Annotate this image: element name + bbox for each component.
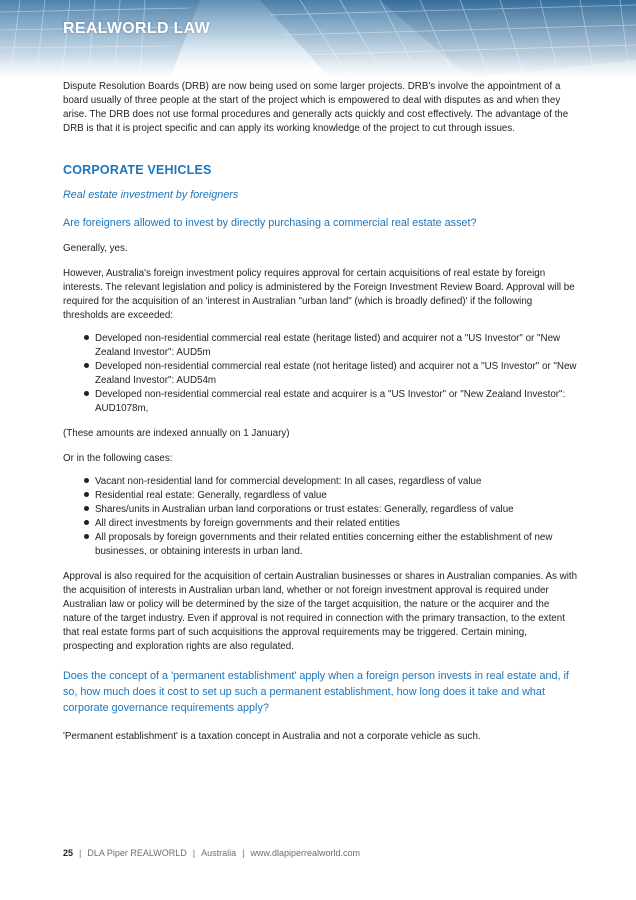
intro-paragraph: Dispute Resolution Boards (DRB) are now being used on some larger projects. DRB's involve the appointment of a board usually of three people at the start of the project which is empowered to deal with disputes as and when they arise. The DRB does not use formal procedures and generally acts quickly and cost effectively. The advantage of the DRB is that it is project specific and can apply its working knowledge of the project to cut through issues. <box>63 81 569 134</box>
list-item: Developed non-residential commercial real estate (not heritage listed) and acquirer not a "US Investor" or "New Zealand Investor": AUD54m <box>63 360 579 388</box>
footer-publisher: DLA Piper REALWORLD <box>87 848 187 858</box>
list-item: All proposals by foreign governments and their related entities concerning either the establishment of new businesses, or obtaining interests in urban land. <box>63 531 579 559</box>
answer-1: Generally, yes. <box>63 243 128 254</box>
list-item: Developed non-residential commercial real estate and acquirer is a "US Investor" or "New Zealand Investor": AUD1078m, <box>63 388 579 416</box>
answer-2: 'Permanent establishment' is a taxation concept in Australia and not a corporate vehicle as such. <box>63 731 481 742</box>
list-item: Developed non-residential commercial real estate (heritage listed) and acquirer not a "US Investor" or "New Zealand Investor": AUD5m <box>63 332 579 360</box>
page-content <box>63 80 579 744</box>
bullet-icon <box>84 478 89 483</box>
section-subheading: Real estate investment by foreigners <box>63 189 239 201</box>
list-item: Shares/units in Australian urban land corporations or trust estates: Generally, regardless of value <box>63 503 579 517</box>
question-1: Are foreigners allowed to invest by directly purchasing a commercial real estate asset? <box>63 217 477 229</box>
question-2: Does the concept of a 'permanent establishment' apply when a foreign person invests in real estate and, if so, how much does it cost to set up such a permanent establishment, how long does it take and what corporate governance requirements apply? <box>63 670 569 714</box>
bullet-icon <box>84 534 89 539</box>
bullet-icon <box>84 391 89 396</box>
footer-separator: | <box>192 848 196 858</box>
bullet-icon <box>84 335 89 340</box>
approval-paragraph: Approval is also required for the acquisition of certain Australian businesses or shares in Australian companies. As with the acquisition of interests in Australian urban land, whether or not foreign investment approval is required under Australian law or policy will be determined by the size of the target acquisition, the nature or the acquirer and the nature of the target industry. Even if approval is not required in connection with the primary transaction, to the extent that real estate forms part of such acquisitions the approval requirements may be triggered. Certain mining, prospecting and exploration rights are also regulated. <box>63 571 578 652</box>
indexed-note: (These amounts are indexed annually on 1 January) <box>63 428 290 439</box>
list-item: Vacant non-residential land for commercial development: In all cases, regardless of value <box>63 475 579 489</box>
threshold-list <box>63 332 579 416</box>
building-facade-graphic <box>0 0 636 78</box>
header-title: REALWORLD LAW <box>63 20 210 37</box>
bullet-icon <box>84 506 89 511</box>
page-footer <box>63 848 360 858</box>
footer-separator: | <box>242 848 245 858</box>
header-banner <box>0 0 636 78</box>
cases-intro: Or in the following cases: <box>63 453 173 464</box>
list-item: Residential real estate: Generally, regardless of value <box>63 489 579 503</box>
cases-list <box>63 475 579 559</box>
page-number: 25 <box>63 848 74 858</box>
bullet-icon <box>84 363 89 368</box>
section-heading: CORPORATE VEHICLES <box>63 163 212 177</box>
footer-separator: | <box>79 848 82 858</box>
footer-country: Australia <box>201 848 237 858</box>
footer-website-link[interactable]: www.dlapiperrealworld.com <box>250 848 360 858</box>
bullet-icon <box>84 492 89 497</box>
policy-paragraph: However, Australia's foreign investment policy requires approval for certain acquisitions of real estate by foreign interests. The relevant legislation and policy is administered by the Foreign Investment Review Board. Approval will be required for the acquisition of an 'interest in Australian "urban land" (which is broadly defined)' if the following thresholds are exceeded: <box>63 268 575 321</box>
list-item: All direct investments by foreign governments and their related entities <box>63 517 579 531</box>
bullet-icon <box>84 520 89 525</box>
